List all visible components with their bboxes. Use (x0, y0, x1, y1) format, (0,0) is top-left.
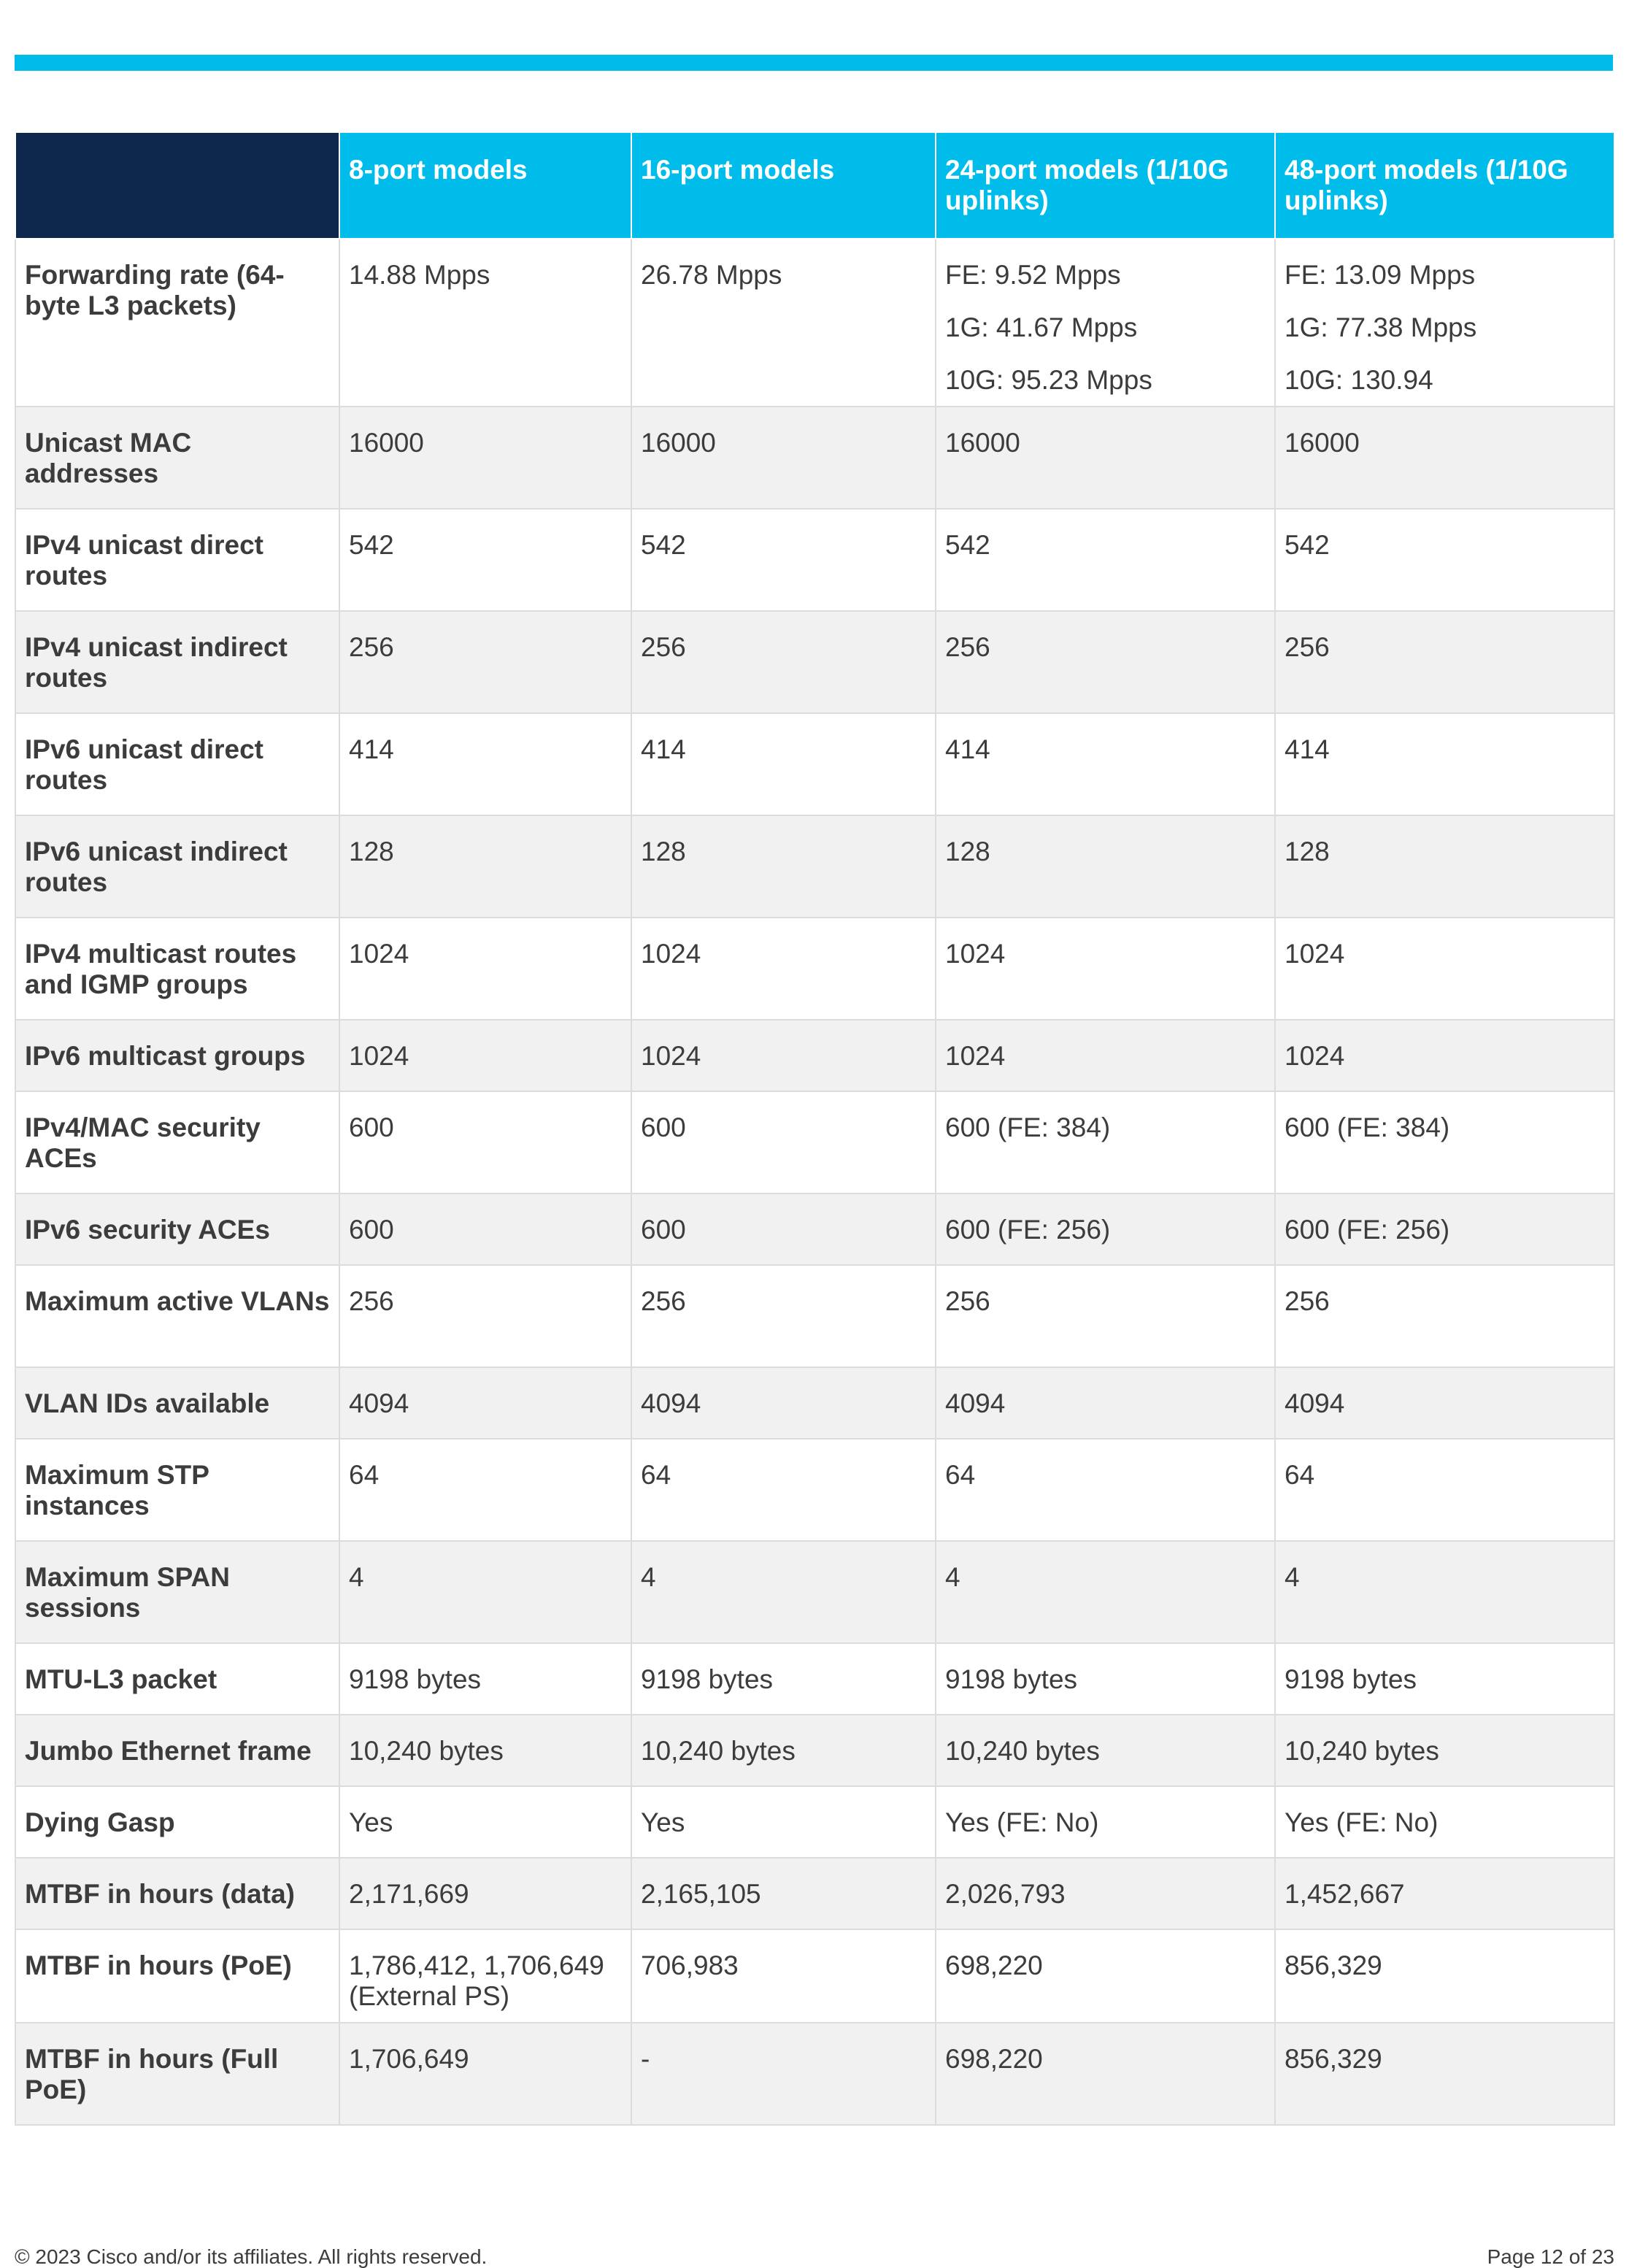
table-cell: 600 (FE: 384) (936, 1091, 1275, 1193)
table-cell: 128 (631, 815, 936, 918)
row-label: Maximum active VLANs (15, 1265, 339, 1367)
table-row (15, 509, 1614, 611)
table-cell: 128 (1275, 815, 1614, 918)
row-label: Dying Gasp (15, 1786, 339, 1858)
top-accent-bar (15, 55, 1613, 71)
table-row (15, 407, 1614, 509)
table-cell: 256 (631, 611, 936, 713)
table-cell: 600 (FE: 384) (1275, 1091, 1614, 1193)
cell-line: FE: 9.52 Mpps (945, 260, 1121, 290)
table-cell: 542 (1275, 509, 1614, 611)
table-row (15, 1193, 1614, 1265)
table-cell: 1024 (936, 1020, 1275, 1091)
row-label: IPv6 unicast indirect routes (15, 815, 339, 918)
table-cell (1275, 239, 1614, 407)
table-cell: 600 (339, 1193, 631, 1265)
table-cell: 4094 (339, 1367, 631, 1439)
footer-copyright: © 2023 Cisco and/or its affiliates. All rights reserved. (15, 2245, 488, 2268)
table-cell: 4 (936, 1541, 1275, 1643)
table-cell: 1024 (1275, 1020, 1614, 1091)
cell-line: 1G: 41.67 Mpps (945, 312, 1138, 342)
table-cell: 9198 bytes (631, 1643, 936, 1715)
table-cell: 698,220 (936, 2023, 1275, 2125)
table-cell: 4 (1275, 1541, 1614, 1643)
table-cell: 856,329 (1275, 2023, 1614, 2125)
table-cell: 256 (936, 611, 1275, 713)
table-cell: 2,026,793 (936, 1858, 1275, 1929)
row-label: VLAN IDs available (15, 1367, 339, 1439)
table-cell: 256 (1275, 1265, 1614, 1367)
table-cell: Yes (FE: No) (1275, 1786, 1614, 1858)
table-cell: 64 (936, 1439, 1275, 1541)
table-cell: 1,706,649 (339, 2023, 631, 2125)
table-row (15, 1439, 1614, 1541)
table-cell: 600 (631, 1091, 936, 1193)
table-cell (936, 239, 1275, 407)
table-row (15, 815, 1614, 918)
table-cell: 4 (631, 1541, 936, 1643)
row-label: MTBF in hours (Full PoE) (15, 2023, 339, 2125)
table-cell: 1024 (339, 1020, 631, 1091)
cell-line: 10G: 95.23 Mpps (945, 365, 1152, 395)
table-row (15, 1643, 1614, 1715)
table-row (15, 1265, 1614, 1367)
header-8-port: 8-port models (339, 132, 631, 239)
table-cell: 10,240 bytes (936, 1715, 1275, 1786)
table-row (15, 1786, 1614, 1858)
table-cell: 600 (339, 1091, 631, 1193)
table-row (15, 1715, 1614, 1786)
table-cell: 1024 (1275, 918, 1614, 1020)
cell-line: 14.88 Mpps (349, 260, 490, 290)
table-cell: 414 (1275, 713, 1614, 815)
table-cell: 856,329 (1275, 1929, 1614, 2023)
table-cell: 256 (339, 1265, 631, 1367)
table-cell: 4094 (1275, 1367, 1614, 1439)
table-cell: 256 (339, 611, 631, 713)
row-label: IPv4/MAC security ACEs (15, 1091, 339, 1193)
table-cell: 600 (631, 1193, 936, 1265)
table-cell: 256 (1275, 611, 1614, 713)
table-row (15, 1020, 1614, 1091)
row-label: Jumbo Ethernet frame (15, 1715, 339, 1786)
table-row (15, 1541, 1614, 1643)
table-cell: 16000 (631, 407, 936, 509)
table-cell: - (631, 2023, 936, 2125)
table-cell: 128 (936, 815, 1275, 918)
table-cell: 4 (339, 1541, 631, 1643)
table-cell: 9198 bytes (1275, 1643, 1614, 1715)
row-label: IPv6 unicast direct routes (15, 713, 339, 815)
table-cell: 16000 (1275, 407, 1614, 509)
table-cell: Yes (FE: No) (936, 1786, 1275, 1858)
table-cell: 1024 (631, 1020, 936, 1091)
cell-line: 1G: 77.38 Mpps (1285, 312, 1477, 342)
table-cell: 600 (FE: 256) (936, 1193, 1275, 1265)
header-corner-cell (15, 132, 339, 239)
table-cell: 128 (339, 815, 631, 918)
table-cell: 16000 (936, 407, 1275, 509)
table-row (15, 2023, 1614, 2125)
table-cell: 414 (631, 713, 936, 815)
table-cell: 4094 (631, 1367, 936, 1439)
table-cell: 64 (339, 1439, 631, 1541)
table-cell: 9198 bytes (936, 1643, 1275, 1715)
table-row (15, 1929, 1614, 2023)
table-cell: 1,452,667 (1275, 1858, 1614, 1929)
header-24-port: 24-port models (1/10G uplinks) (936, 132, 1275, 239)
row-label: Forwarding rate (64-byte L3 packets) (15, 239, 339, 407)
table-cell: 10,240 bytes (339, 1715, 631, 1786)
spec-table (15, 131, 1615, 2126)
table-cell: 16000 (339, 407, 631, 509)
table-cell (339, 239, 631, 407)
table-row (15, 713, 1614, 815)
table-cell: 10,240 bytes (631, 1715, 936, 1786)
table-cell: 256 (936, 1265, 1275, 1367)
cell-line: 10G: 130.94 (1285, 365, 1433, 395)
table-row (15, 1091, 1614, 1193)
row-label: IPv4 multicast routes and IGMP groups (15, 918, 339, 1020)
row-label: Unicast MAC addresses (15, 407, 339, 509)
row-label: MTU-L3 packet (15, 1643, 339, 1715)
cell-line: 26.78 Mpps (641, 260, 782, 290)
table-cell: 542 (339, 509, 631, 611)
table-cell: 414 (339, 713, 631, 815)
table-cell: 2,165,105 (631, 1858, 936, 1929)
table-cell: 414 (936, 713, 1275, 815)
table-cell: 64 (1275, 1439, 1614, 1541)
table-cell: 1024 (936, 918, 1275, 1020)
footer-page-number: Page 12 of 23 (1487, 2245, 1614, 2268)
table-cell: Yes (631, 1786, 936, 1858)
row-label: Maximum SPAN sessions (15, 1541, 339, 1643)
table-row (15, 1858, 1614, 1929)
table-cell: 4094 (936, 1367, 1275, 1439)
table-row (15, 239, 1614, 407)
table-row (15, 1367, 1614, 1439)
table-cell: 256 (631, 1265, 936, 1367)
row-label: IPv6 security ACEs (15, 1193, 339, 1265)
table-cell: 600 (FE: 256) (1275, 1193, 1614, 1265)
table-cell: 9198 bytes (339, 1643, 631, 1715)
table-row (15, 918, 1614, 1020)
header-16-port: 16-port models (631, 132, 936, 239)
table-cell: 1024 (339, 918, 631, 1020)
table-row (15, 611, 1614, 713)
table-cell: Yes (339, 1786, 631, 1858)
table-cell: 542 (936, 509, 1275, 611)
table-cell (631, 239, 936, 407)
table-cell: 542 (631, 509, 936, 611)
table-cell: 706,983 (631, 1929, 936, 2023)
cell-line: FE: 13.09 Mpps (1285, 260, 1476, 290)
table-cell: 1024 (631, 918, 936, 1020)
row-label: Maximum STP instances (15, 1439, 339, 1541)
table-header-row (15, 132, 1614, 239)
table-cell: 698,220 (936, 1929, 1275, 2023)
row-label: IPv4 unicast indirect routes (15, 611, 339, 713)
header-48-port: 48-port models (1/10G uplinks) (1275, 132, 1614, 239)
table-cell: 1,786,412, 1,706,649 (External PS) (339, 1929, 631, 2023)
table-cell: 2,171,669 (339, 1858, 631, 1929)
row-label: MTBF in hours (PoE) (15, 1929, 339, 2023)
row-label: IPv6 multicast groups (15, 1020, 339, 1091)
table-cell: 10,240 bytes (1275, 1715, 1614, 1786)
row-label: MTBF in hours (data) (15, 1858, 339, 1929)
table-cell: 64 (631, 1439, 936, 1541)
row-label: IPv4 unicast direct routes (15, 509, 339, 611)
